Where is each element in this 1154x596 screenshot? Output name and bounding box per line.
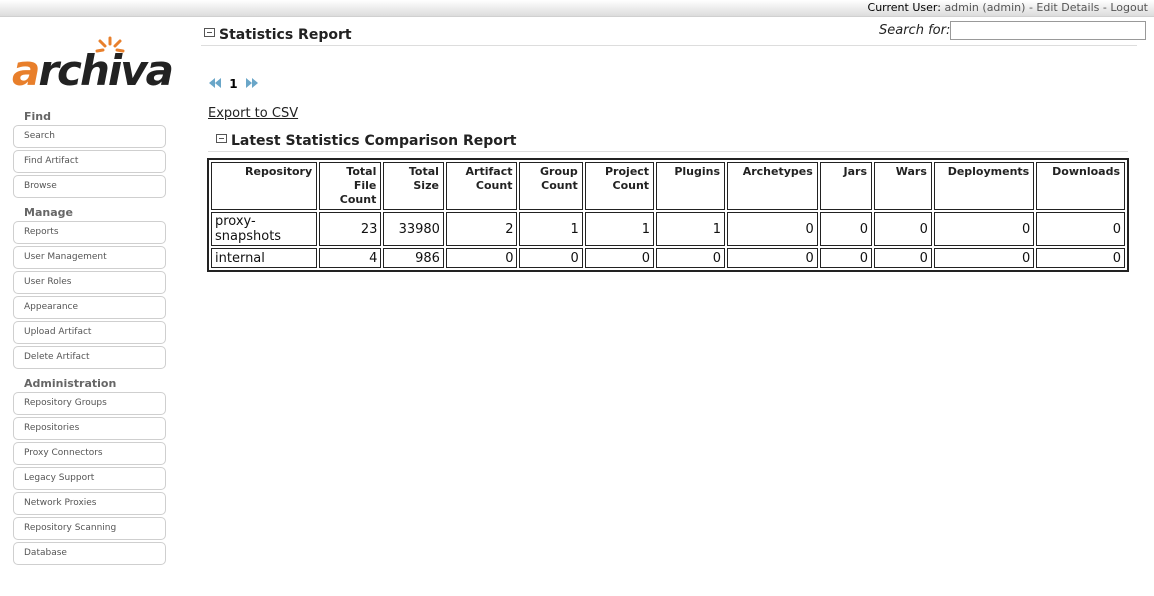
separator: - [1025,1,1037,14]
repository-cell: proxy-snapshots [211,212,317,246]
column-header[interactable]: Repository [211,162,317,210]
value-cell: 986 [383,248,444,268]
sidebar-item-proxy-connectors[interactable]: Proxy Connectors [13,442,166,465]
sidebar-item-repositories[interactable]: Repositories [13,417,166,440]
export-csv-link[interactable]: Export to CSV [208,106,299,121]
table-row [211,212,1125,246]
value-cell: 0 [874,212,932,246]
divider [208,151,1128,152]
sidebar-item-database[interactable]: Database [13,542,166,565]
column-header[interactable]: Total Size [383,162,444,210]
table-body [211,212,1125,268]
value-cell: 0 [820,248,872,268]
logo-text [12,46,172,95]
value-cell: 0 [727,212,818,246]
value-cell: 0 [446,248,518,268]
page-title-text: Statistics Report [219,27,352,43]
double-left-arrow-icon[interactable] [208,77,222,92]
collapse-icon[interactable] [216,134,227,143]
value-cell: 0 [519,248,582,268]
value-cell: 0 [820,212,872,246]
column-header[interactable]: Group Count [519,162,582,210]
column-header[interactable]: Wars [874,162,932,210]
statistics-table [207,158,1129,272]
edit-details-link[interactable]: Edit Details [1036,1,1100,14]
value-cell: 23 [319,212,381,246]
pagination [208,77,259,92]
logo-letter-a: a [12,46,39,95]
double-right-arrow-icon[interactable] [245,77,259,92]
sidebar-item-appearance[interactable]: Appearance [13,296,166,319]
page-title [204,27,352,43]
sidebar-item-repository-groups[interactable]: Repository Groups [13,392,166,415]
current-user-label: Current User: [867,1,941,14]
sidebar-item-find-artifact[interactable]: Find Artifact [13,150,166,173]
value-cell: 0 [656,248,725,268]
search-input[interactable] [950,21,1146,40]
column-header[interactable]: Plugins [656,162,725,210]
sidebar-item-network-proxies[interactable]: Network Proxies [13,492,166,515]
separator: - [1099,1,1111,14]
table-header-row [211,162,1125,210]
sidebar-item-reports[interactable]: Reports [13,221,166,244]
column-header[interactable]: Archetypes [727,162,818,210]
value-cell: 0 [585,248,654,268]
value-cell: 33980 [383,212,444,246]
column-header[interactable]: Deployments [934,162,1034,210]
value-cell: 0 [934,248,1034,268]
value-cell: 1 [585,212,654,246]
sidebar-item-search[interactable]: Search [13,125,166,148]
sidebar-item-browse[interactable]: Browse [13,175,166,198]
sidebar-item-upload-artifact[interactable]: Upload Artifact [13,321,166,344]
column-header[interactable]: Jars [820,162,872,210]
search-label: Search for: [879,23,951,38]
report-title [216,133,516,149]
value-cell: 1 [656,212,725,246]
current-user-value: admin (admin) [944,1,1026,14]
divider [201,45,1137,46]
value-cell: 4 [319,248,381,268]
collapse-icon[interactable] [204,28,215,37]
sidebar-heading: Manage [24,206,73,219]
value-cell: 0 [1036,212,1125,246]
logout-link[interactable]: Logout [1110,1,1148,14]
sidebar-item-user-management[interactable]: User Management [13,246,166,269]
value-cell: 0 [874,248,932,268]
value-cell: 0 [1036,248,1125,268]
value-cell: 1 [519,212,582,246]
value-cell: 0 [727,248,818,268]
report-title-text: Latest Statistics Comparison Report [231,133,517,149]
sidebar-item-delete-artifact[interactable]: Delete Artifact [13,346,166,369]
sidebar-item-user-roles[interactable]: User Roles [13,271,166,294]
sidebar-item-repository-scanning[interactable]: Repository Scanning [13,517,166,540]
repository-cell: internal [211,248,317,268]
sidebar-heading: Find [24,110,51,123]
column-header[interactable]: Total File Count [319,162,381,210]
sidebar-item-legacy-support[interactable]: Legacy Support [13,467,166,490]
logo-letters: rchiva [38,46,172,95]
column-header[interactable]: Downloads [1036,162,1125,210]
top-bar [0,0,1154,17]
value-cell: 2 [446,212,518,246]
sidebar-heading: Administration [24,377,117,390]
current-page[interactable]: 1 [229,77,238,91]
sidebar-nav [13,108,167,567]
column-header[interactable]: Artifact Count [446,162,518,210]
table-row [211,248,1125,268]
archiva-logo[interactable] [12,36,172,98]
value-cell: 0 [934,212,1034,246]
column-header[interactable]: Project Count [585,162,654,210]
